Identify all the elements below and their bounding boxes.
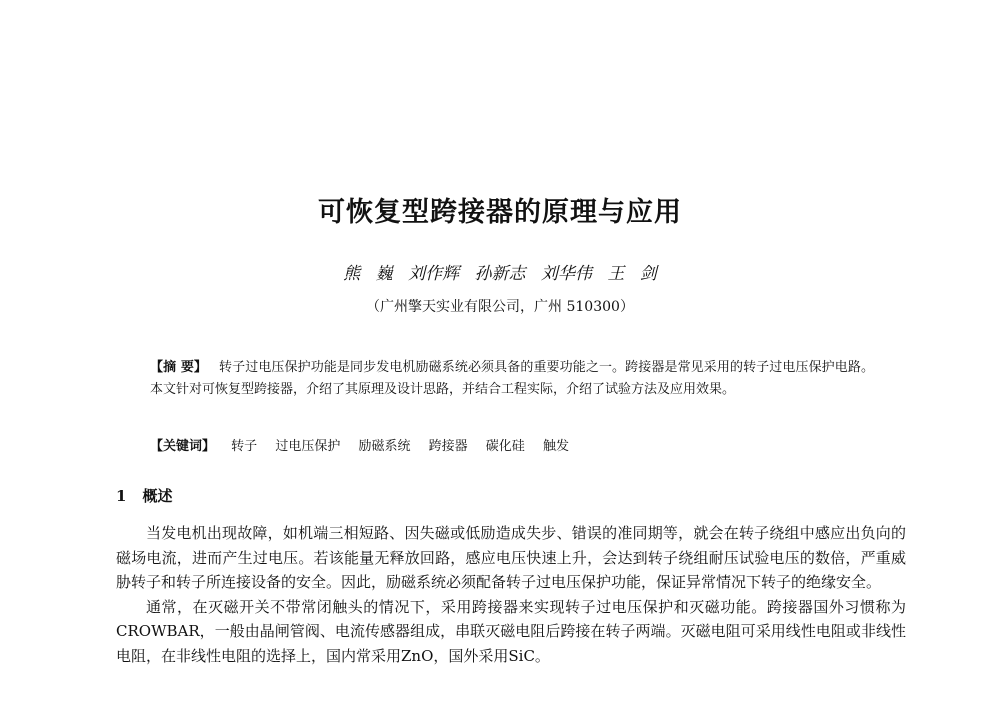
author: 熊 巍 [343,264,393,284]
keyword: 碳化硅 [485,439,525,454]
keywords [150,436,874,458]
author: 刘作辉 [408,264,460,284]
paragraph: 当发电机出现故障，如机端三相短路、因失磁或低励造成失步、错误的准同期等，就会在转子绕组中感应出负向的磁场电流，进而产生过电压。若该能量无释放回路，感应电压快速上升，会达到转子绕组耐压试验电压的数倍，严重威胁转子和转子所连接设备的安全。因此，励磁系统必须配备转子过电压保护功能，保证异常情况下转子的绝缘安全。 [116,524,906,591]
author: 刘华伟 [540,264,592,284]
keyword: 跨接器 [428,439,468,454]
author: 孙新志 [474,264,526,284]
keyword: 过电压保护 [275,439,341,454]
keyword: 触发 [542,439,569,454]
abstract-label: 【摘 要】 [150,360,208,375]
abstract [150,357,874,401]
abstract-text: 转子过电压保护功能是同步发电机励磁系统必须具备的重要功能之一。跨接器是常见采用的转子过电压保护电路。本文针对可恢复型跨接器，介绍了其原理及设计思路，并结合工程实际，介绍了试验方法及应用效果。 [150,360,874,397]
section-title: 概述 [142,487,173,505]
affiliation: （广州擎天实业有限公司，广州 510300） [366,299,634,315]
paragraph: 通常，在灭磁开关不带常闭触头的情况下，采用跨接器来实现转子过电压保护和灭磁功能。跨接器国外习惯称为CROWBAR，一般由晶闸管阀、电流传感器组成，串联灭磁电阻后跨接在转子两端。灭磁电阻可采用线性电阻或非线性电阻，在非线性电阻的选择上，国内常采用ZnO，国外采用SiC。 [116,597,906,665]
paper-title: 可恢复型跨接器的原理与应用 [318,197,682,228]
author: 王 剑 [607,264,657,284]
body-text [116,521,906,668]
keyword: 转子 [231,439,258,454]
keyword: 励磁系统 [358,439,411,454]
keywords-label: 【关键词】 [150,439,216,454]
author-list [0,259,1000,284]
section-heading [116,485,172,506]
section-number: 1 [116,487,127,505]
